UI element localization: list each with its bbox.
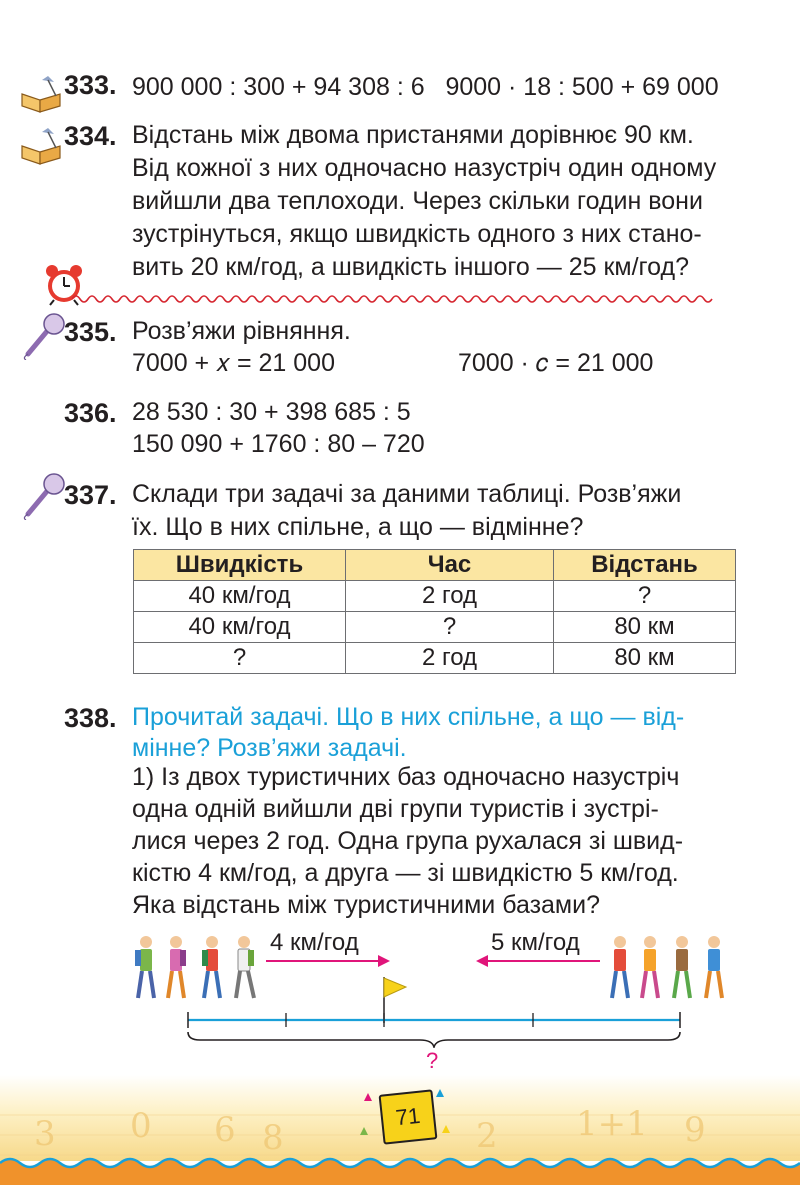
table-header: Час — [346, 550, 554, 581]
microphone-icon — [20, 472, 70, 520]
task-number-337: 337. — [64, 480, 117, 510]
svg-text:1+1: 1+1 — [576, 1104, 648, 1144]
table-cell: 2 год — [346, 643, 554, 674]
table-cell: 80 км — [554, 612, 736, 643]
task-number-334: 334. — [64, 121, 117, 151]
table-row — [134, 581, 736, 612]
task-336-line-1: 28 530 : 30 + 398 685 : 5 — [132, 398, 411, 426]
microphone-icon — [20, 312, 70, 360]
table-cell: ? — [134, 643, 346, 674]
task-338-line-2: одна одній вийшли дві групи туристів і зустрі- — [132, 795, 659, 823]
svg-text:8: 8 — [262, 1118, 284, 1158]
svg-text:0: 0 — [130, 1106, 152, 1146]
book-lamp-icon — [18, 72, 66, 114]
table-cell: ? — [346, 612, 554, 643]
task-number-336: 336. — [64, 398, 117, 428]
task-338-intro-line-2: мінне? Розв’яжи задачі. — [132, 734, 407, 762]
arrow-left-icon — [476, 954, 600, 968]
table-header: Відстань — [554, 550, 736, 581]
task-338-line-1: 1) Із двох туристичних баз одночасно назустріч — [132, 763, 680, 791]
table-cell: 80 км — [554, 643, 736, 674]
table-row — [134, 612, 736, 643]
task-336-line-2: 150 090 + 1760 : 80 – 720 — [132, 430, 425, 458]
speed-time-distance-table — [133, 549, 736, 674]
task-338-intro-line-1: Прочитай задачі. Що в них спільне, а що — від- — [132, 703, 685, 731]
task-334-line-4: зустрінуться, якщо швидкість одного з них стано- — [132, 220, 702, 248]
equation-1: 7000 + 𝑥 = 21 000 — [132, 349, 335, 377]
task-338-line-3: лися через 2 год. Одна група рухалася зі швид- — [132, 827, 684, 855]
wavy-divider — [72, 292, 740, 306]
equation-2: 7000 · 𝑐 = 21 000 — [458, 349, 654, 377]
table-header: Швидкість — [134, 550, 346, 581]
table-cell: 40 км/год — [134, 581, 346, 612]
table-cell: 40 км/год — [134, 612, 346, 643]
svg-text:3: 3 — [34, 1114, 56, 1154]
task-334-line-2: Від кожної з них одночасно назустріч один одному — [132, 154, 717, 182]
task-number-333: 333. — [64, 70, 117, 100]
svg-text:2: 2 — [476, 1116, 498, 1156]
distance-segment-line — [180, 1008, 690, 1048]
svg-text:9: 9 — [684, 1110, 706, 1150]
table-row — [134, 643, 736, 674]
task-334-line-1: Відстань між двома пристанями дорівнює 90 км. — [132, 121, 694, 149]
tourists-right-group — [602, 932, 742, 1004]
task-338-line-5: Яка відстань між туристичними базами? — [132, 891, 600, 919]
speed-label-right: 5 км/год — [491, 929, 580, 956]
task-337-line-2: їх. Що в них спільне, а що — відмінне? — [132, 513, 584, 541]
arrow-right-icon — [266, 954, 390, 968]
task-number-335: 335. — [64, 317, 117, 347]
task-337-line-1: Склади три задачі за даними таблиці. Розв’яжи — [132, 480, 682, 508]
distance-question: ? — [426, 1048, 439, 1073]
task-333-expressions: 900 000 : 300 + 94 308 : 6 9000 · 18 : 500 + 69 000 — [132, 73, 719, 101]
page-number: 71 — [379, 1089, 438, 1144]
table-cell: ? — [554, 581, 736, 612]
task-334-line-3: вийшли два теплоходи. Через скільки годин вони — [132, 187, 703, 215]
task-335-title: Розв’яжи рівняння. — [132, 317, 351, 345]
speed-label-left: 4 км/год — [270, 929, 359, 956]
table-header-row — [134, 550, 736, 581]
svg-text:6: 6 — [214, 1110, 236, 1150]
task-338-line-4: кістю 4 км/год, а друга — зі швидкістю 5 км/год. — [132, 859, 679, 887]
table-cell: 2 год — [346, 581, 554, 612]
book-lamp-icon — [18, 124, 66, 166]
task-334-line-5: вить 20 км/год, а швидкість іншого — 25 км/год? — [132, 253, 689, 281]
task-number-338: 338. — [64, 703, 117, 733]
tourists-left-group — [132, 932, 272, 1004]
